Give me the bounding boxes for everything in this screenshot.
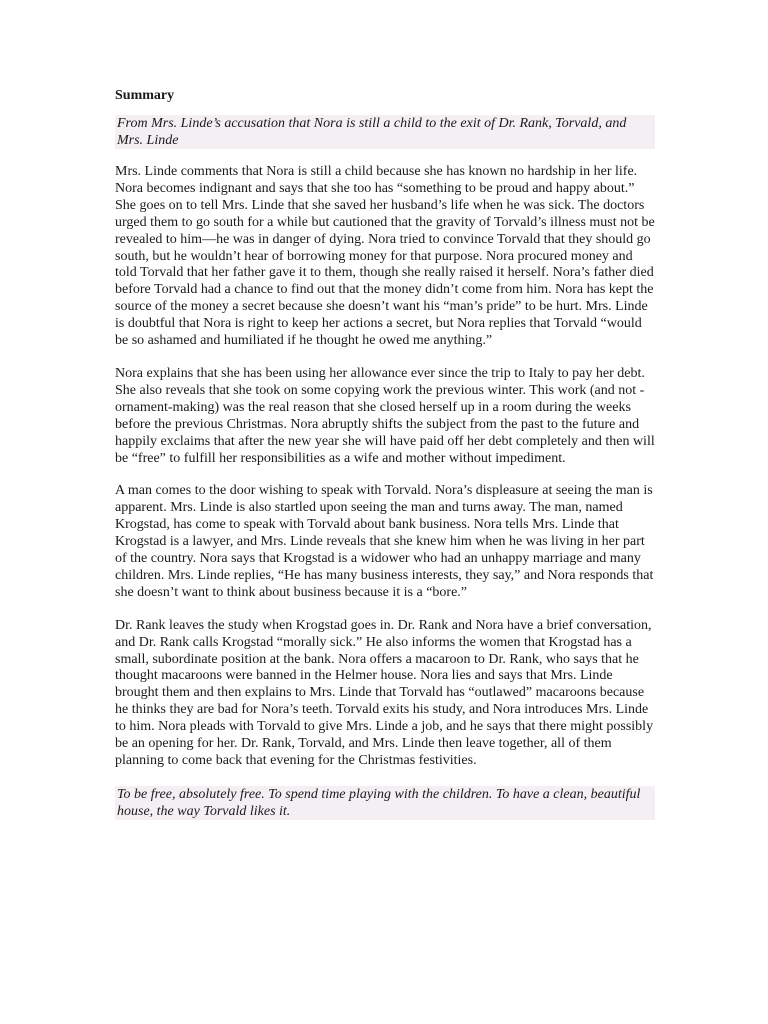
paragraph-3: A man comes to the door wishing to speak with Torvald. Nora’s displeasure at seeing the man is apparent. Mrs. Linde is also startled upon seeing the man and turns away. The man, named Krogstad, has come to speak with Torvald about bank business. Nora tells Mrs. Linde that Krogstad is a lawyer, and Mrs. Linde reveals that she knew him when he was living in her part of the country. Nora says that Krogstad is a widower who had an unhappy marriage and many children. Mrs. Linde replies, “He has many business interests, they say,” and Nora responds that she doesn’t want to think about business because it is a “bore.”: [115, 483, 654, 600]
paragraph-4: Dr. Rank leaves the study when Krogstad goes in. Dr. Rank and Nora have a brief conversation, and Dr. Rank calls Krogstad “morally sick.” He also informs the women that Krogstad has a small, subordinate position at the bank. Nora offers a macaroon to Dr. Rank, who says that he thought macaroons were banned in the Helmer house. Nora lies and says that Mrs. Linde brought them and then explains to Mrs. Linde that Torvald has “outlawed” macaroons because he thinks they are bad for Nora’s teeth. Torvald exits his study, and Nora introduces Mrs. Linde to him. Nora pleads with Torvald to give Mrs. Linde a job, and he says that there might possibly be an opening for her. Dr. Rank, Torvald, and Mrs. Linde then leave together, all of them planning to come back that evening for the Christmas festivities.: [115, 617, 654, 768]
closing-quote: To be free, absolutely free. To spend time playing with the children. To have a clean, beautiful house, the way Torvald likes it.: [115, 786, 655, 820]
section-quote: From Mrs. Linde’s accusation that Nora is still a child to the exit of Dr. Rank, Torvald, and Mrs. Linde: [115, 115, 655, 149]
document-page: [115, 86, 655, 820]
paragraph-1: Mrs. Linde comments that Nora is still a child because she has known no hardship in her life. Nora becomes indignant and says that she too has “something to be proud and happy about.” She goes on to tell Mrs. Linde that she saved her husband’s life when he was sick. The doctors urged them to go south for a while but cautioned that the gravity of Torvald’s illness must not be revealed to him—he was in danger of dying. Nora tried to convince Torvald that they should go south, but he wouldn’t hear of borrowing money for that purpose. Nora procured money and told Torvald that her father gave it to them, though she really raised it herself. Nora’s father died before Torvald had a chance to find out that the money didn’t come from him. Nora has kept the source of the money a secret because she doesn’t want his “man’s pride” to be hurt. Mrs. Linde is doubtful that Nora is right to keep her actions a secret, but Nora replies that Torvald “would be so ashamed and humiliated if he thought he owed me anything.”: [115, 164, 655, 349]
paragraph-2: Nora explains that she has been using her allowance ever since the trip to Italy to pay her debt. She also reveals that she took on some copying work the previous winter. This work (and not -ornament-making) was the real reason that she closed herself up in a room during the weeks before the previous Christmas. Nora abruptly shifts the subject from the past to the future and happily exclaims that after the new year she will have paid off her debt completely and then will be “free” to fulfill her responsibilities as a wife and mother without impediment.: [115, 365, 655, 466]
section-heading: Summary: [115, 88, 175, 103]
